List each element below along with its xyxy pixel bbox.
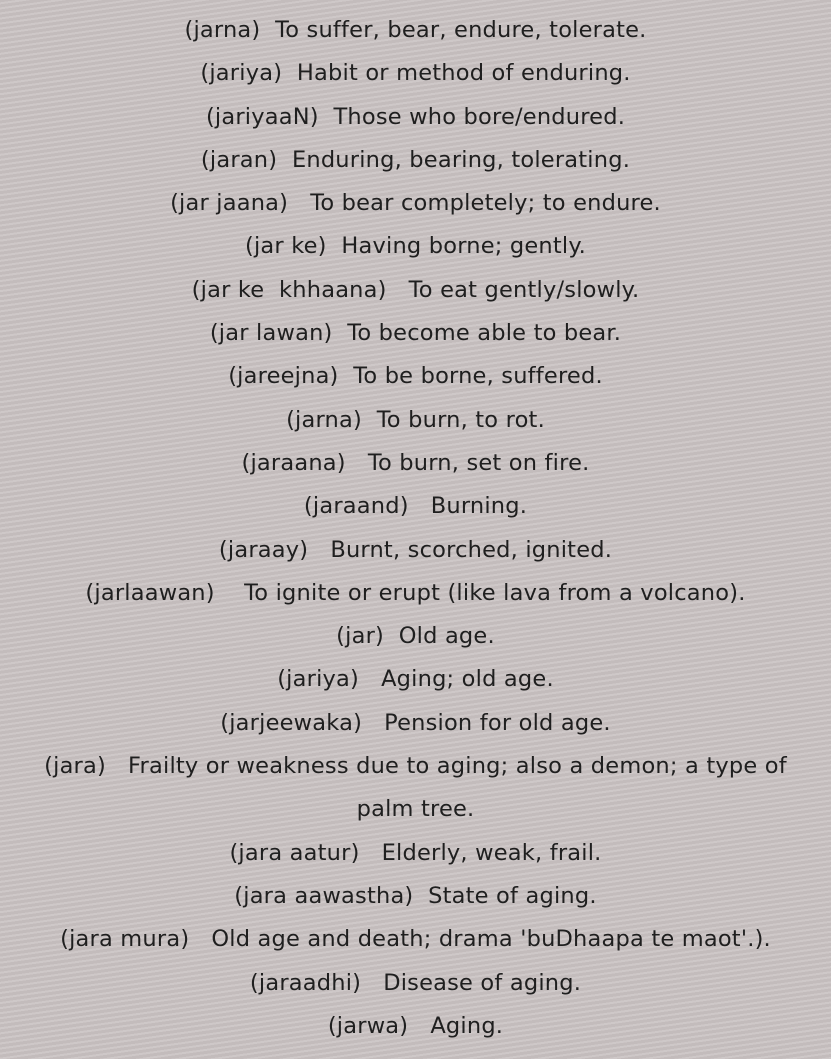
dictionary-entry (22, 355, 809, 398)
entry-separator (288, 190, 310, 216)
entry-separator (359, 666, 381, 692)
entry-term: (jariya) (277, 666, 360, 693)
entry-definition: To ignite or erupt (like lava from a volcano). (244, 579, 746, 606)
entry-separator (277, 147, 292, 173)
entry-term: (jaraay) (218, 536, 309, 563)
entry-term: (jar jaana) (170, 190, 289, 217)
dictionary-entry (22, 832, 809, 875)
entry-list (22, 9, 809, 1048)
entry-separator (106, 753, 128, 779)
entry-term: (jar lawan) (209, 320, 333, 347)
entry-separator (327, 233, 342, 259)
entry-definition: Disease of aging. (383, 969, 582, 996)
entry-term: (jara mura) (60, 926, 190, 953)
entry-term: (jarwa) (327, 1012, 409, 1039)
dictionary-entry (22, 572, 809, 615)
entry-term: (jaran) (200, 146, 278, 173)
entry-separator (282, 60, 297, 86)
entry-definition: Enduring, bearing, tolerating. (291, 146, 631, 173)
entry-term: (jar ke) (244, 233, 327, 260)
dictionary-entry (22, 399, 809, 442)
entry-term: (jara aawastha) (234, 882, 414, 909)
entry-separator (339, 363, 354, 389)
dictionary-entry (22, 962, 809, 1005)
dictionary-entry (22, 52, 809, 95)
entry-definition: Elderly, weak, frail. (381, 839, 602, 866)
entry-definition: To suffer, bear, endure, tolerate. (275, 17, 647, 43)
dictionary-entry (22, 529, 809, 572)
entry-term: (jarlaawan) (85, 579, 215, 606)
entry-separator (413, 883, 428, 909)
entry-definition: Pension for old age. (384, 709, 611, 736)
entry-separator (346, 450, 368, 476)
entry-separator (409, 493, 431, 519)
dictionary-entry (22, 442, 809, 485)
dictionary-entry (22, 96, 809, 139)
entry-term: (jaraand) (303, 493, 409, 520)
entry-definition: To become able to bear. (347, 320, 622, 347)
entry-term: (jarna) (286, 406, 362, 433)
entry-separator (260, 17, 275, 43)
dictionary-entry (22, 485, 809, 528)
dictionary-entry (22, 269, 809, 312)
entry-definition: Having borne; gently. (341, 233, 586, 260)
entry-term: (jariya) (200, 60, 283, 87)
entry-term: (jareejna) (228, 363, 339, 390)
entry-term: (jarna) (184, 17, 261, 43)
entry-definition: To burn, to rot. (376, 406, 545, 433)
entry-term: (jarjeewaka) (220, 709, 363, 736)
entry-definition: Old age. (398, 623, 495, 650)
entry-definition: Old age and death; drama 'buDhaapa te maot'.). (211, 926, 771, 953)
entry-term: (jaraana) (241, 449, 346, 476)
entry-definition: State of aging. (428, 882, 597, 909)
entry-separator (387, 277, 409, 303)
entry-term: (jara aatur) (229, 839, 360, 866)
dictionary-entry (22, 702, 809, 745)
dictionary-entry (22, 225, 809, 268)
entry-definition: To bear completely; to endure. (310, 190, 661, 217)
entry-separator (308, 537, 330, 563)
entry-separator (215, 580, 244, 606)
entry-separator (408, 1013, 430, 1039)
entry-term: (jar ke khhaana) (191, 276, 387, 303)
dictionary-entry (22, 918, 809, 961)
dictionary-entry (22, 1005, 809, 1048)
entry-term: (jar) (336, 623, 385, 650)
entry-separator (362, 710, 384, 736)
entry-definition: Aging. (430, 1012, 504, 1039)
dictionary-entry (22, 875, 809, 918)
dictionary-entry (22, 139, 809, 182)
entry-definition: To burn, set on fire. (367, 449, 590, 476)
entry-separator (189, 926, 211, 952)
entry-separator (362, 407, 377, 433)
entry-separator (360, 840, 382, 866)
entry-separator (319, 104, 334, 130)
entry-separator (384, 623, 399, 649)
entry-definition: To be borne, suffered. (353, 363, 603, 390)
entry-separator (333, 320, 348, 346)
entry-term: (jara) (44, 753, 106, 780)
entry-term: (jariyaaN) (205, 103, 319, 130)
entry-term: (jaraadhi) (249, 969, 362, 996)
entry-definition: To eat gently/slowly. (408, 276, 640, 303)
dictionary-entry (22, 658, 809, 701)
dictionary-entry (22, 745, 809, 832)
dictionary-entry (22, 312, 809, 355)
entry-definition: Those who bore/endured. (333, 103, 626, 130)
entry-definition: Burnt, scorched, ignited. (330, 536, 613, 563)
dictionary-entry (22, 615, 809, 658)
entry-definition: Frailty or weakness due to aging; also a demon; a type of palm tree. (128, 753, 795, 823)
dictionary-entry (22, 9, 809, 52)
dictionary-entry (22, 182, 809, 225)
entry-definition: Burning. (430, 493, 528, 520)
entry-definition: Habit or method of enduring. (296, 60, 631, 87)
entry-definition: Aging; old age. (381, 666, 554, 693)
entry-separator (361, 970, 383, 996)
